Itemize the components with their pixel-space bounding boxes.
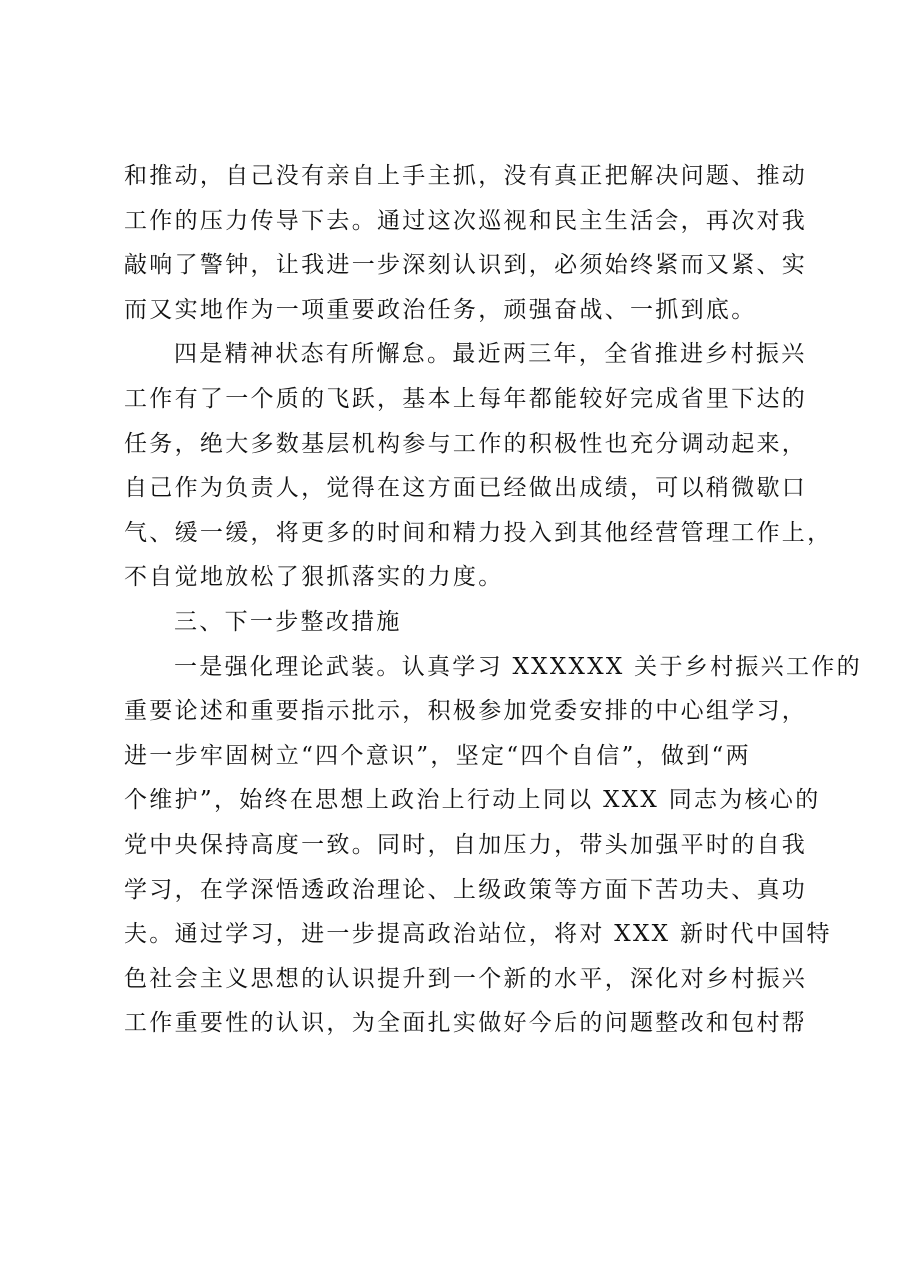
paragraph-first-line: 一是强化理论武装。认真学习 XXXXXX 关于乡村振兴工作的 <box>174 653 862 680</box>
section-heading: 三、下一步整改措施 <box>174 608 402 635</box>
text-line: 夫。通过学习，进一步提高政治站位，将对 XXX 新时代中国特 <box>124 921 832 948</box>
document-body <box>124 154 862 1046</box>
text-line: 和推动，自己没有亲自上手主抓，没有真正把解决问题、推动 <box>124 163 808 189</box>
text-line: 党中央保持高度一致。同时，自加压力，带头加强平时的自我 <box>124 831 808 858</box>
text-line: 任务，绝大多数基层机构参与工作的积极性也充分调动起来， <box>124 430 808 457</box>
text-line: 工作重要性的认识，为全面扎实做好今后的问题整改和包村帮 <box>124 1010 808 1037</box>
text-line: 气、缓一缓，将更多的时间和精力投入到其他经营管理工作上， <box>124 519 833 546</box>
text-line: 敲响了警钟，让我进一步深刻认识到，必须始终紧而又紧、实 <box>124 252 808 279</box>
text-line: 工作有了一个质的飞跃，基本上每年都能较好完成省里下达的 <box>124 385 808 412</box>
text-line: 色社会主义思想的认识提升到一个新的水平，深化对乡村振兴 <box>124 965 808 992</box>
paragraph-first-line: 四是精神状态有所懈怠。最近两三年，全省推进乡村振兴 <box>174 341 807 368</box>
text-line: 重要论述和重要指示批示，积极参加党委安排的中心组学习， <box>124 698 808 725</box>
text-line: 个维护”，始终在思想上政治上行动上同以 XXX 同志为核心的 <box>124 787 821 814</box>
text-line: 工作的压力传导下去。通过这次巡视和民主生活会，再次对我 <box>124 207 808 234</box>
text-line: 而又实地作为一项重要政治任务，顽强奋战、一抓到底。 <box>124 296 757 323</box>
text-line: 不自觉地放松了狠抓落实的力度。 <box>124 564 504 591</box>
text-line: 学习，在学深悟透政治理论、上级政策等方面下苦功夫、真功 <box>124 876 808 903</box>
text-line: 进一步牢固树立“四个意识”，坚定“四个自信”，做到“两 <box>124 742 751 769</box>
text-line: 自己作为负责人，觉得在这方面已经做出成绩，可以稍微歇口 <box>124 475 808 502</box>
